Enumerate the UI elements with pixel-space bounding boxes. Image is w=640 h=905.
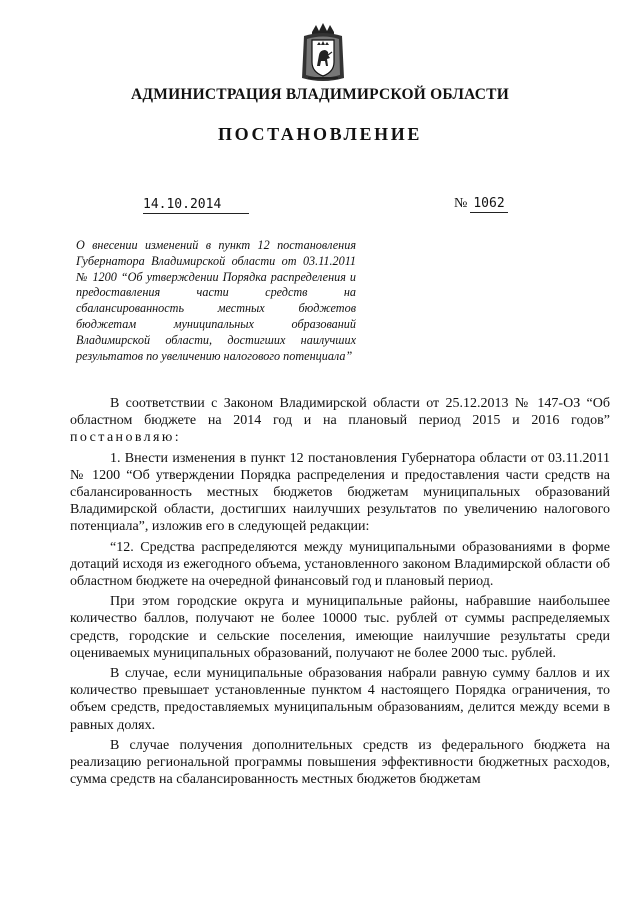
number-value: 1062 — [470, 196, 507, 213]
body-paragraph: В случае получения дополнительных средств из федерального бюджета на реализацию региональной программы повышения эффективности бюджетных расходов, сумма средств на сбалансированность местных бюджетов бюджетам — [70, 737, 610, 788]
decree-word: постановляю: — [70, 430, 182, 446]
coat-of-arms-icon — [300, 22, 346, 84]
document-type-title: ПОСТАНОВЛЕНИЕ — [218, 124, 422, 144]
intro-text: В соответствии с Законом Владимирской области от 25.12.2013 № 147-ОЗ “Об областном бюджете на 2014 год и на плановый период 2015 и 2016 годов” — [70, 396, 610, 429]
body-paragraph: “12. Средства распределяются между муниципальными образованиями в форме дотаций исходя из ежегодного объема, установленного законом Владимирской области об областном бюджете на очередной финансовый год и плановый период. — [70, 539, 610, 590]
intro-paragraph — [70, 395, 610, 447]
document-subject: О внесении изменений в пункт 12 постановления Губернатора Владимирской области от 03.11.2011 № 1200 “Об утверждении Порядка распределения и предоставления части средств на сбалансированность местных бюджетов бюджетам муниципальных образований Владимирской области, достигших наилучших результатов по увеличению налогового потенциала” — [76, 238, 356, 363]
document-date: 14.10.2014 — [143, 197, 249, 214]
document-body — [70, 395, 610, 788]
body-paragraph: При этом городские округа и муниципальные районы, набравшие наибольшее количество баллов, получают не более 10000 тыс. рублей от суммы распределяемых средств, городские и сельские поселения, имеющие наилучшие результаты среди оцениваемых муниципальных образований, получают не более 2000 тыс. рублей. — [70, 594, 610, 661]
number-label: № — [454, 196, 468, 211]
body-paragraph: 1. Внести изменения в пункт 12 постановления Губернатора области от 03.11.2011 № 1200 “Об утверждении Порядка распределения и предоставления части средств на сбалансированность местных бюджетов бюджетам муниципальных образований Владимирской области, достигших наилучших результатов по увеличению налогового потенциала”, изложив его в следующей редакции: — [70, 450, 610, 535]
document-number — [454, 196, 508, 212]
body-paragraph: В случае, если муниципальные образования набрали равную сумму баллов и их количество превышает установленные пунктом 4 настоящего Порядка ограничения, то объем средств, предоставляемых муниципальным образованиям, делится между всеми в равных долях. — [70, 666, 610, 733]
organization-name: АДМИНИСТРАЦИЯ ВЛАДИМИРСКОЙ ОБЛАСТИ — [131, 86, 509, 103]
